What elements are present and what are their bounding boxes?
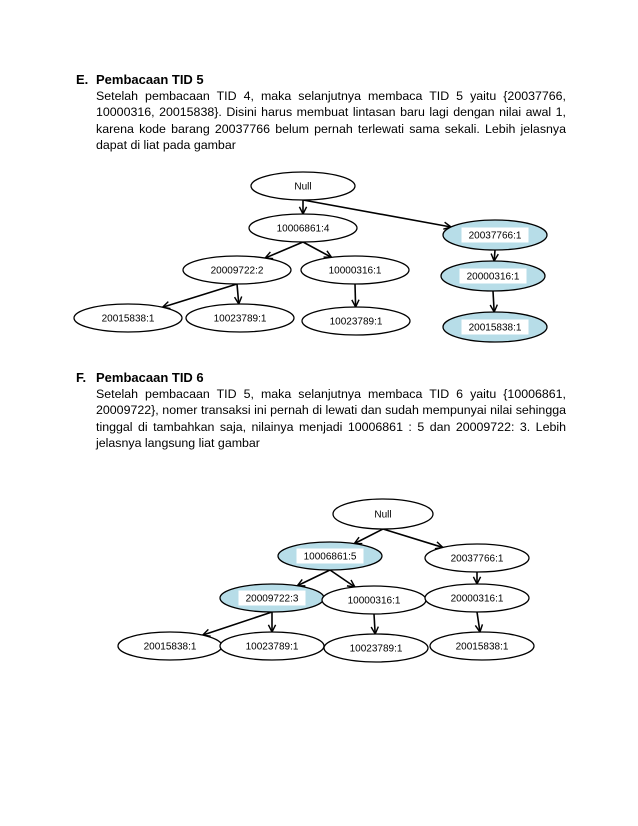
node-label: 10023789:1 bbox=[245, 641, 299, 653]
fp-tree-tid6-svg bbox=[0, 490, 638, 670]
node-label: 20009722:2 bbox=[210, 265, 264, 277]
edge-c-to-f bbox=[163, 284, 237, 307]
fp-tree-diagram-tid5 bbox=[0, 160, 638, 350]
node-label: Null bbox=[374, 509, 392, 521]
section-e-letter: E. bbox=[76, 72, 89, 87]
tree-node-10000316-1 bbox=[322, 586, 426, 614]
section-e-title: Pembacaan TID 5 bbox=[96, 72, 204, 87]
node-label: 20015838:1 bbox=[455, 641, 509, 653]
edge-a-to-d bbox=[303, 242, 332, 257]
tree-node-10023789-1 bbox=[302, 307, 410, 335]
tree-node-20000316-1 bbox=[441, 261, 545, 291]
node-label: 10006861:5 bbox=[303, 551, 357, 563]
node-label: 10006861:4 bbox=[276, 223, 330, 235]
edge-d-to-h bbox=[355, 284, 356, 307]
section-e-heading bbox=[76, 71, 566, 88]
node-label: 20000316:1 bbox=[466, 271, 520, 283]
section-e-body: Setelah pembacaan TID 4, maka selanjutnya membaca TID 5 yaitu {20037766, 10000316, 20015838}. Disini harus membuat lintasan baru lagi dengan nilai awal 1, karena kode barang 20037766 belum pernah terlewati sama sekali. Lebih jelasnya dapat di liat pada gambar bbox=[96, 89, 566, 153]
node-label: 20037766:1 bbox=[468, 230, 522, 242]
edge-a-to-c bbox=[265, 242, 303, 258]
tree-node-20000316-1 bbox=[425, 584, 529, 612]
node-label: 10023789:1 bbox=[213, 313, 267, 325]
tree-node-20015838-1 bbox=[443, 312, 547, 342]
fp-tree-diagram-tid6 bbox=[0, 490, 638, 670]
section-f-title: Pembacaan TID 6 bbox=[96, 370, 204, 385]
section-e bbox=[76, 71, 566, 154]
tree-node-20015838-1 bbox=[430, 632, 534, 660]
tree-node-10006861-5 bbox=[278, 542, 382, 570]
tree-node-root bbox=[251, 172, 355, 200]
node-label: 20000316:1 bbox=[450, 593, 504, 605]
node-label: 10023789:1 bbox=[349, 643, 403, 655]
edge-root-to-a bbox=[354, 529, 383, 544]
edge-e-to-i bbox=[493, 291, 494, 312]
tree-node-10023789-1 bbox=[324, 634, 428, 662]
tree-node-root bbox=[333, 499, 433, 529]
section-f-letter: F. bbox=[76, 370, 87, 385]
section-f bbox=[76, 369, 566, 452]
node-label: 20015838:1 bbox=[143, 641, 197, 653]
edge-e-to-i bbox=[477, 612, 480, 632]
tree-node-20009722-2 bbox=[183, 256, 291, 284]
tree-node-10023789-1 bbox=[186, 304, 294, 332]
edge-c-to-g bbox=[237, 284, 239, 304]
tree-node-20037766-1 bbox=[443, 220, 547, 250]
edge-b-to-e bbox=[494, 250, 495, 261]
node-label: 20009722:3 bbox=[245, 593, 299, 605]
node-label: 20015838:1 bbox=[468, 322, 522, 334]
node-label: Null bbox=[294, 181, 312, 193]
node-label: 10000316:1 bbox=[347, 595, 401, 607]
edge-d-to-h bbox=[374, 614, 375, 634]
section-f-body: Setelah pembacaan TID 5, maka selanjutnya membaca TID 6 yaitu {10006861, 20009722}, nomer transaksi ini pernah di lewati dan sudah mempunyai nilai sehingga tinggal di tambahkan saja, nilainya menjadi 10006861 : 5 dan 20009722: 3. Lebih jelasnya langsung liat gambar bbox=[96, 387, 566, 451]
tree-node-10000316-1 bbox=[301, 256, 409, 284]
edge-a-to-d bbox=[330, 570, 355, 587]
edge-a-to-c bbox=[297, 570, 330, 586]
node-label: 20015838:1 bbox=[101, 313, 155, 325]
tree-node-10006861-4 bbox=[249, 214, 357, 242]
node-label: 10023789:1 bbox=[329, 316, 383, 328]
tree-node-20037766-1 bbox=[425, 544, 529, 572]
tree-node-20015838-1 bbox=[118, 632, 222, 660]
section-f-heading bbox=[76, 369, 566, 386]
tree-node-20015838-1 bbox=[74, 304, 182, 332]
node-label: 20037766:1 bbox=[450, 553, 504, 565]
node-label: 10000316:1 bbox=[328, 265, 382, 277]
fp-tree-tid5-svg bbox=[0, 160, 638, 350]
edge-root-to-b bbox=[383, 529, 443, 547]
tree-node-20009722-3 bbox=[220, 584, 324, 612]
tree-node-10023789-1 bbox=[220, 632, 324, 660]
